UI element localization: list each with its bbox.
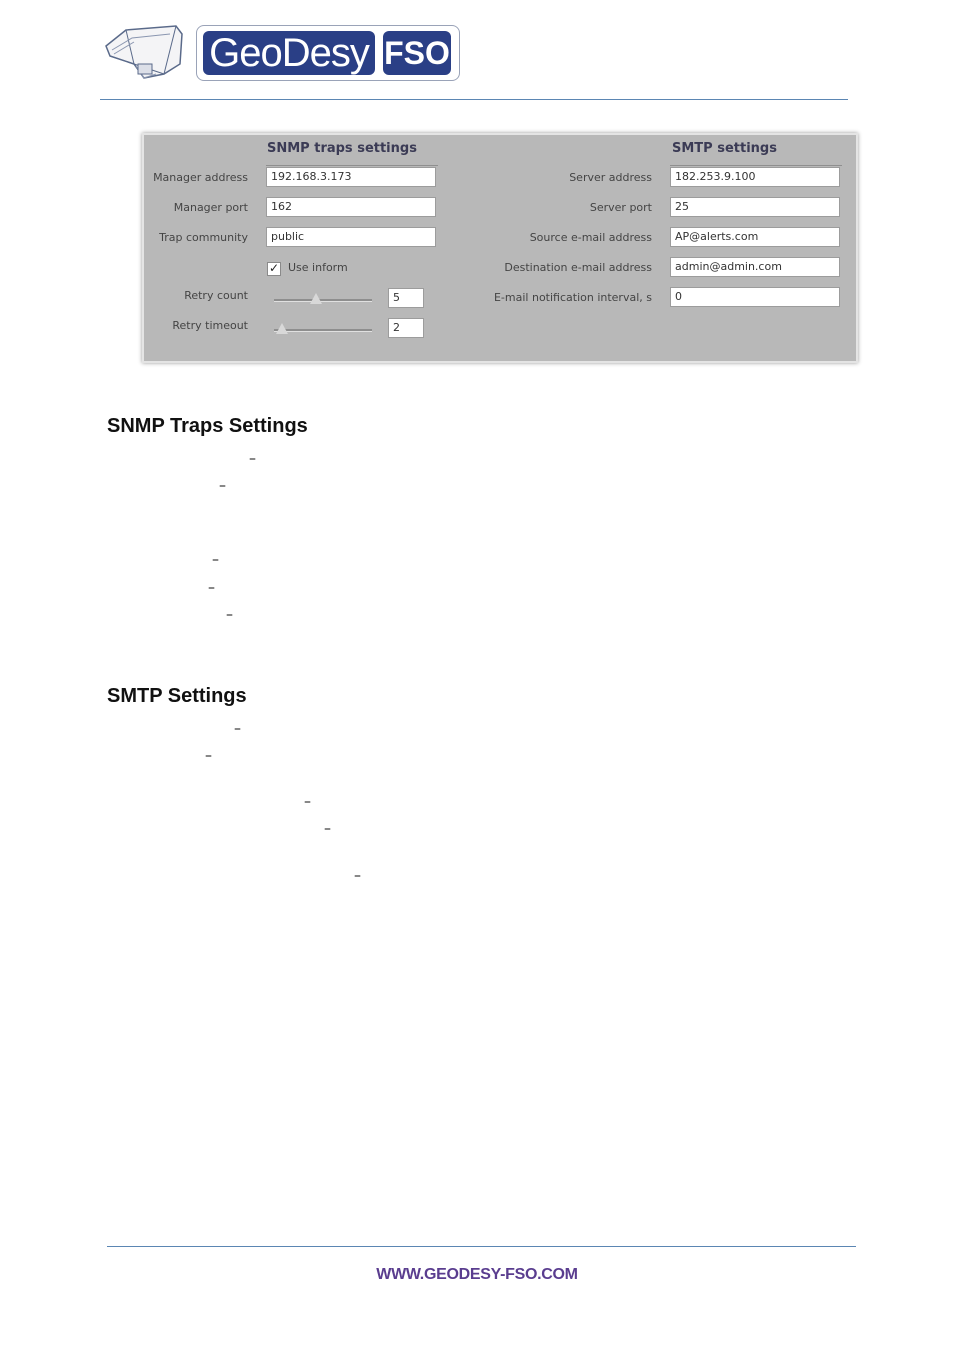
destination-email-input[interactable]: admin@admin.com (670, 257, 840, 277)
retry-timeout-slider-thumb[interactable] (276, 323, 288, 334)
manager-address-input[interactable]: 192.168.3.173 (266, 167, 436, 187)
retry-count-slider-thumb[interactable] (310, 293, 322, 304)
server-address-label: Server address (569, 171, 652, 184)
dash-manager-port: – (219, 478, 226, 494)
dash-source-email: – (304, 794, 311, 810)
logo-word: GeoDesy (203, 31, 375, 75)
server-port-label: Server port (589, 201, 652, 214)
logo-fso: FSO (383, 31, 451, 75)
retry-timeout-slider-track[interactable] (274, 329, 372, 332)
snmp-panel-title: SNMP traps settings (267, 141, 417, 156)
dash-server-port: – (205, 748, 212, 764)
destination-email-label: Destination e-mail address (504, 261, 652, 274)
smtp-section-heading: SMTP Settings (107, 685, 247, 707)
notification-interval-label: E-mail notification interval, s (493, 291, 652, 304)
use-inform-label: Use inform (288, 261, 348, 274)
smtp-title-underline (670, 165, 842, 166)
use-inform-checkbox[interactable]: ✓ (268, 261, 280, 275)
dash-notification-interval: – (354, 868, 361, 884)
server-port-input[interactable]: 25 (670, 197, 840, 217)
dash-server-address: – (234, 721, 241, 737)
source-email-input[interactable]: AP@alerts.com (670, 227, 840, 247)
fso-device-icon (104, 24, 184, 82)
footer-url[interactable]: WWW.GEODESY-FSO.COM (376, 1266, 578, 1283)
dash-destination-email: – (324, 821, 331, 837)
manager-port-input[interactable]: 162 (266, 197, 436, 217)
retry-count-slider-track[interactable] (274, 299, 372, 302)
retry-count-input[interactable]: 5 (388, 288, 424, 308)
retry-timeout-input[interactable]: 2 (388, 318, 424, 338)
logo-badge (196, 25, 460, 81)
source-email-label: Source e-mail address (529, 231, 652, 244)
snmp-section-heading: SNMP Traps Settings (107, 415, 308, 437)
manager-address-label: Manager address (153, 171, 248, 184)
retry-timeout-label: Retry timeout (172, 319, 248, 332)
trap-community-label: Trap community (159, 231, 248, 244)
snmp-title-underline (266, 165, 438, 166)
manager-port-label: Manager port (173, 201, 248, 214)
dash-use-inform: – (212, 552, 219, 568)
header-divider (100, 99, 848, 100)
server-address-input[interactable]: 182.253.9.100 (670, 167, 840, 187)
logo (104, 24, 460, 82)
trap-community-input[interactable]: public (266, 227, 436, 247)
settings-panel (142, 133, 858, 363)
notification-interval-input[interactable]: 0 (670, 287, 840, 307)
footer-divider (107, 1246, 856, 1247)
dash-retry-count: – (208, 580, 215, 596)
retry-count-label: Retry count (184, 289, 248, 302)
dash-retry-timeout: – (226, 607, 233, 623)
dash-manager-address: – (249, 451, 256, 467)
smtp-panel-title: SMTP settings (672, 141, 777, 156)
